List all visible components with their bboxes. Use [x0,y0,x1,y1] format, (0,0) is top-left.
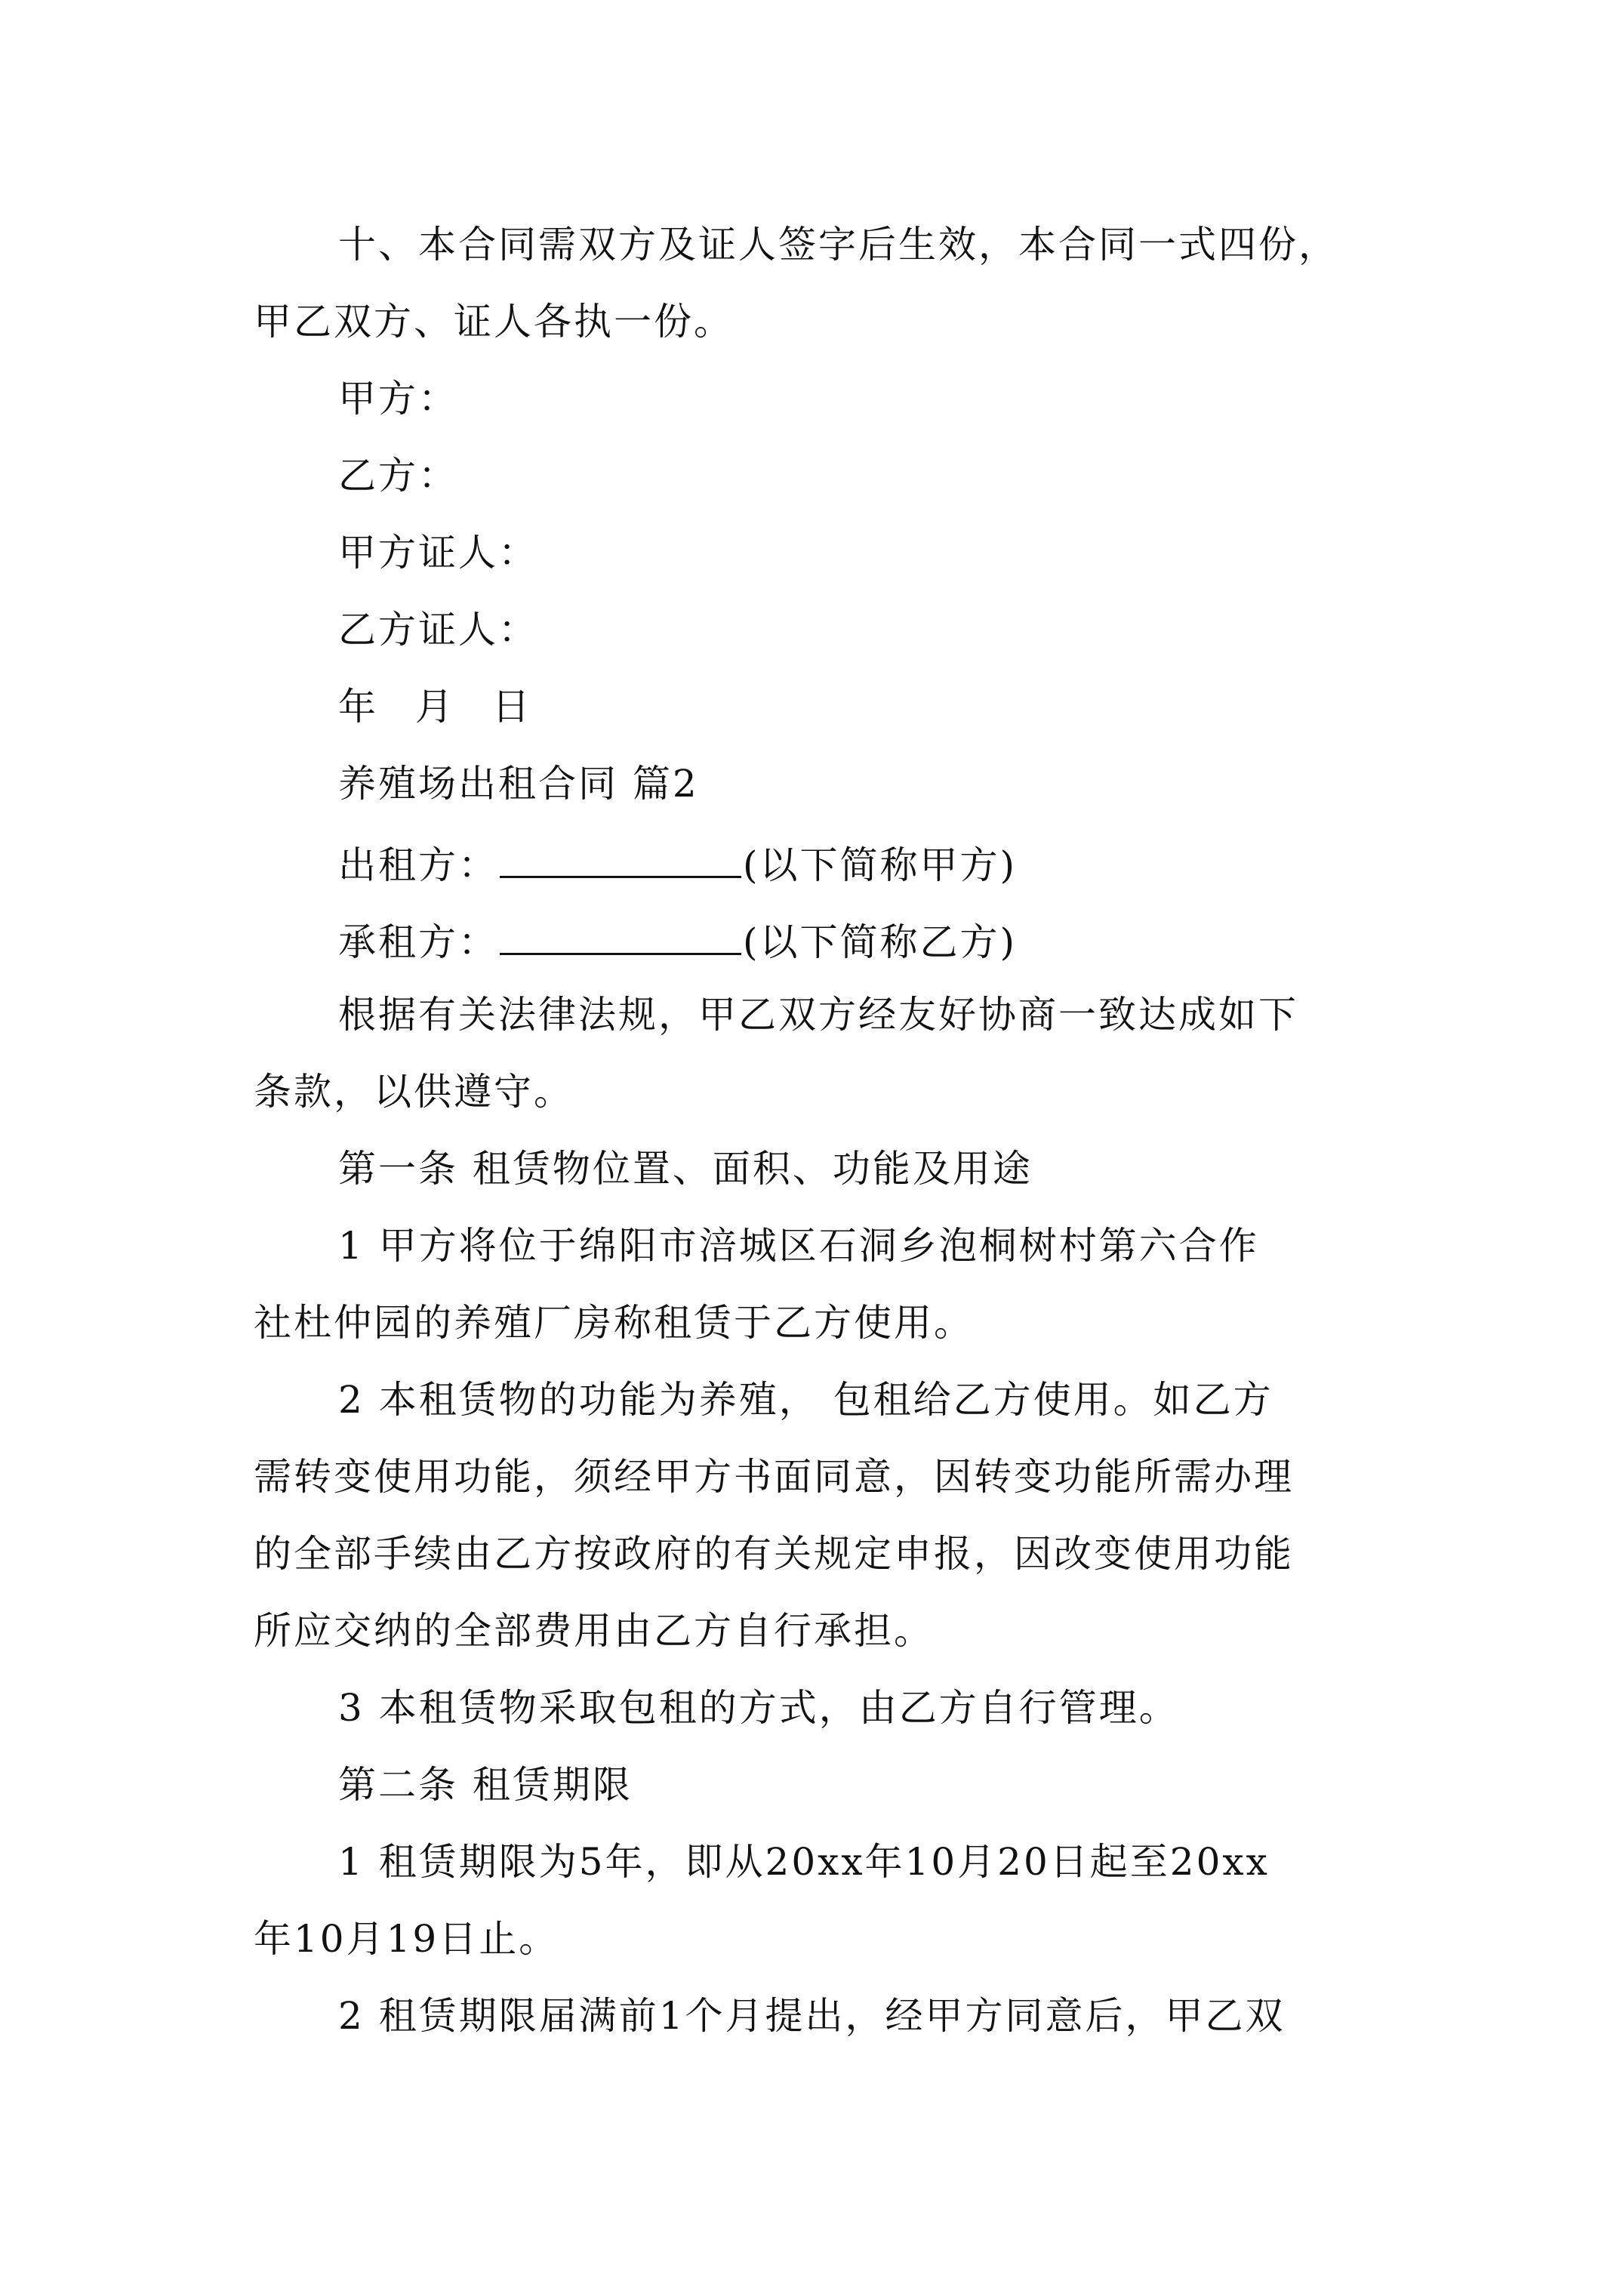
paragraph-line: 年10月19日止。 [254,1917,559,1961]
paragraph-line: 2 本租赁物的功能为养殖， 包租给乙方使用。如乙方 [338,1378,1273,1422]
paragraph-line: 的全部手续由乙方按政府的有关规定申报，因改变使用功能 [254,1532,1294,1576]
paragraph-line: 根据有关法律法规，甲乙双方经友好协商一致达成如下 [338,993,1298,1037]
signature-label-witness-b: 乙方证人： [338,608,538,652]
paragraph-line: 1 甲方将位于绵阳市涪城区石洞乡泡桐树村第六合作 [338,1224,1259,1268]
paragraph-line: 十、本合同需双方及证人签字后生效，本合同一式四份， [338,223,1338,267]
lessee-suffix: (以下简称乙方) [743,920,1018,964]
section-title: 养殖场出租合同 篇2 [338,762,699,806]
lessor-label: 出租方： [338,843,498,887]
lessor-suffix: (以下简称甲方) [743,843,1018,887]
signature-label-witness-a: 甲方证人： [338,531,538,575]
paragraph-line: 所应交纳的全部费用由乙方自行承担。 [254,1609,934,1653]
lessee-label: 承租方： [338,920,498,964]
signature-label-party-a: 甲方： [338,377,458,421]
paragraph-line: 条款，以供遵守。 [254,1070,574,1114]
date-line: 年 月 日 [338,685,532,729]
paragraph-line: 甲乙双方、证人各执一份。 [254,300,734,344]
lessor-blank [500,838,741,878]
paragraph-line: 2 租赁期限届满前1个月提出，经甲方同意后，甲乙双 [338,1994,1286,2038]
lessor-line [338,838,1017,888]
paragraph-line: 需转变使用功能，须经甲方书面同意，因转变功能所需办理 [254,1455,1294,1499]
paragraph-line: 社杜仲园的养殖厂房称租赁于乙方使用。 [254,1301,974,1345]
lessee-blank [500,915,741,955]
signature-label-party-b: 乙方： [338,454,458,498]
paragraph-line: 1 租赁期限为5年，即从20xx年10月20日起至20xx [338,1840,1270,1884]
lessee-line [338,915,1017,965]
paragraph-line: 3 本租赁物采取包租的方式，由乙方自行管理。 [338,1686,1179,1730]
article-heading: 第二条 租赁期限 [338,1763,633,1807]
article-heading: 第一条 租赁物位置、面积、功能及用途 [338,1147,1033,1191]
